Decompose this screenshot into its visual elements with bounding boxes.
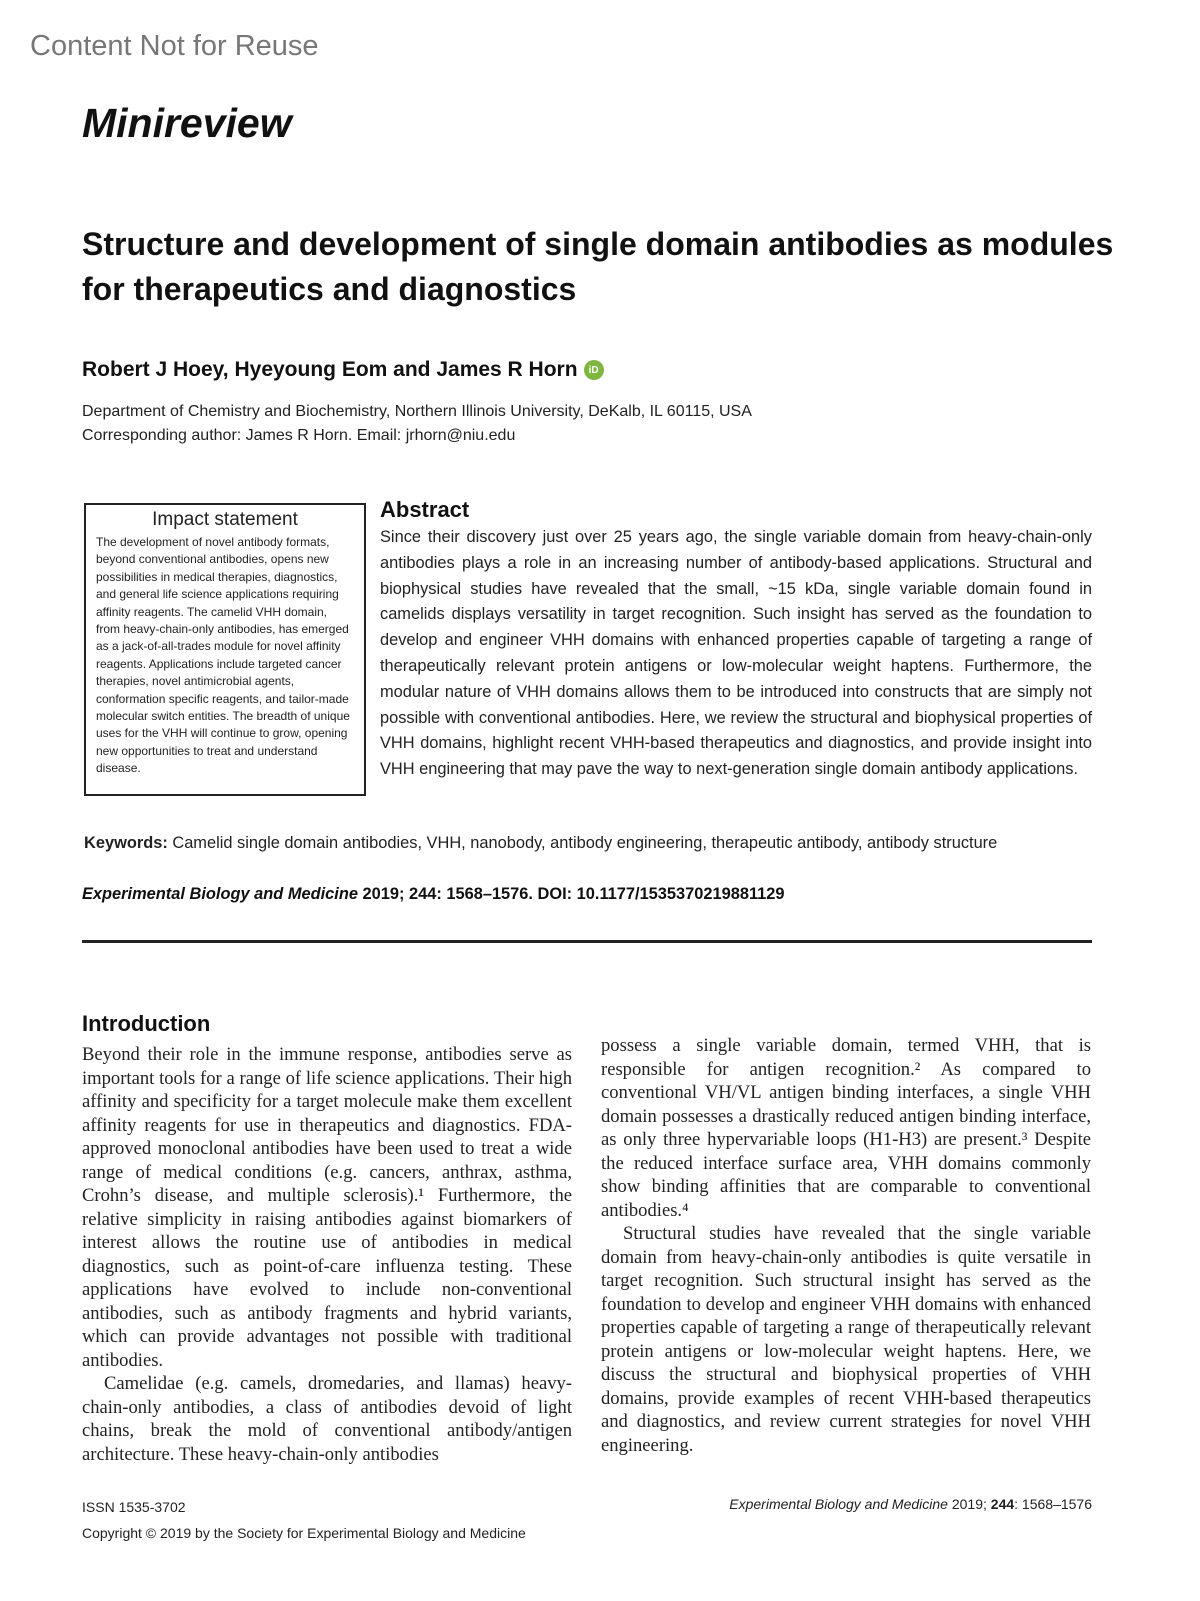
citation-details: 2019; 244: 1568–1576. DOI: 10.1177/1535370219881129 <box>362 885 785 903</box>
paragraph: Structural studies have revealed that the single variable domain from heavy-chain-only antibodies is quite versatile in target recognition. Such structural insight has served as the foundation to develop and engineer VHH domains with enhanced properties capable of targeting a range of therapeutically relevant protein antigens or low-molecular weight haptens. Here, we discuss the structural and biophysical properties of VHH domains, provide examples of recent VHH-based therapeutics and diagnostics, and review current strategies for novel VHH engineering. <box>601 1223 1091 1456</box>
divider <box>82 940 1092 943</box>
impact-statement-title: Impact statement <box>152 509 298 530</box>
impact-statement-text: The development of novel antibody formats, beyond conventional antibodies, opens new possibilities in medical therapies, diagnostics, and general life science applications requiring affinity reagents. The camelid VHH domain, from heavy-chain-only antibodies, has emerged as a jack-of-all-trades module for novel affinity reagents. Applications include targeted cancer therapies, novel antimicrobial agents, conformation specific reagents, and tailor-made molecular switch entities. The breadth of unique uses for the VHH will continue to grow, opening new opportunities to treat and understand disease. <box>96 535 350 776</box>
introduction-heading: Introduction <box>82 1011 211 1036</box>
keywords-label: Keywords: <box>84 834 168 852</box>
body-column-right <box>601 1034 1091 1457</box>
affiliation: Department of Chemistry and Biochemistry, Northern Illinois University, DeKalb, IL 60115, USA <box>82 403 752 420</box>
body-column-left <box>82 1043 572 1466</box>
watermark: Content Not for Reuse <box>30 30 319 62</box>
footer-journal: Experimental Biology and Medicine <box>729 1496 948 1512</box>
footer-year: 2019; <box>951 1496 987 1512</box>
footer-left <box>82 1494 526 1546</box>
abstract-section <box>380 497 1092 783</box>
paragraph: Camelidae (e.g. camels, dromedaries, and llamas) heavy-chain-only antibodies, a class of antibodies devoid of light chains, break the mold of conventional antibody/antigen architecture. These heavy-chain-only antibodies <box>82 1373 572 1465</box>
authors: Robert J Hoey, Hyeyoung Eom and James R Horn <box>82 358 578 381</box>
author-line <box>82 358 604 382</box>
corresponding-author: Corresponding author: James R Horn. Email: jrhorn@niu.edu <box>82 427 516 444</box>
affiliation-block <box>82 400 752 448</box>
abstract-title: Abstract <box>380 497 470 522</box>
article-title: Structure and development of single domain antibodies as modules for therapeutics and diagnostics <box>82 226 1114 307</box>
footer-volume: 244 <box>990 1496 1015 1512</box>
keywords-text: Camelid single domain antibodies, VHH, nanobody, antibody engineering, therapeutic antibody, antibody structure <box>172 834 998 852</box>
footer-pages: : 1568–1576 <box>1014 1496 1092 1512</box>
citation <box>82 885 785 904</box>
citation-journal: Experimental Biology and Medicine <box>82 885 358 903</box>
footer-right <box>701 1496 1092 1512</box>
issn: ISSN 1535-3702 <box>82 1499 186 1515</box>
copyright: Copyright © 2019 by the Society for Experimental Biology and Medicine <box>82 1525 526 1541</box>
orcid-icon[interactable]: iD <box>584 360 604 380</box>
abstract-text: Since their discovery just over 25 years ago, the single variable domain from heavy-chain-only antibodies plays a role in an increasing number of antibody-based applications. Structural and biophysical studies have revealed that the small, ~15 kDa, single variable domain found in camelids displays versatility in target recognition. Such insight has served as the foundation to develop and engineer VHH domains with enhanced properties capable of targeting a range of therapeutically relevant protein antigens or low-molecular weight haptens. Furthermore, the modular nature of VHH domains allows them to be introduced into constructs that are simply not possible with conventional antibodies. Here, we review the structural and biophysical properties of VHH domains, highlight recent VHH-based therapeutics and diagnostics, and provide insight into VHH engineering that may pave the way to next-generation single domain antibody applications. <box>380 528 1092 779</box>
paragraph: Beyond their role in the immune response, antibodies serve as important tools for a range of life science applications. Their high affinity and specificity for a target molecule make them excellent affinity reagents for use in therapeutics and diagnostics. FDA-approved monoclonal antibodies have been used to treat a wide range of medical conditions (e.g. cancers, anthrax, asthma, Crohn’s disease, and multiple sclerosis).¹ Furthermore, the relative simplicity in raising antibodies against biomarkers of interest allows the routine use of antibodies in medical diagnostics, such as point-of-care influenza testing. These applications have evolved to include non-conventional antibodies, such as antibody fragments and hybrid variants, which can provide advantages not possible with traditional antibodies. <box>82 1044 572 1371</box>
impact-statement-box <box>84 503 366 796</box>
paragraph: possess a single variable domain, termed VHH, that is responsible for antigen recognition.² As compared to conventional VH/VL antigen binding interfaces, a single VHH domain possesses a drastically reduced antigen binding interface, as only three hypervariable loops (H1-H3) are present.³ Despite the reduced interface surface area, VHH domains commonly show binding affinities that are comparable to conventional antibodies.⁴ <box>601 1035 1091 1221</box>
article-type: Minireview <box>82 100 292 146</box>
keywords <box>84 834 997 853</box>
